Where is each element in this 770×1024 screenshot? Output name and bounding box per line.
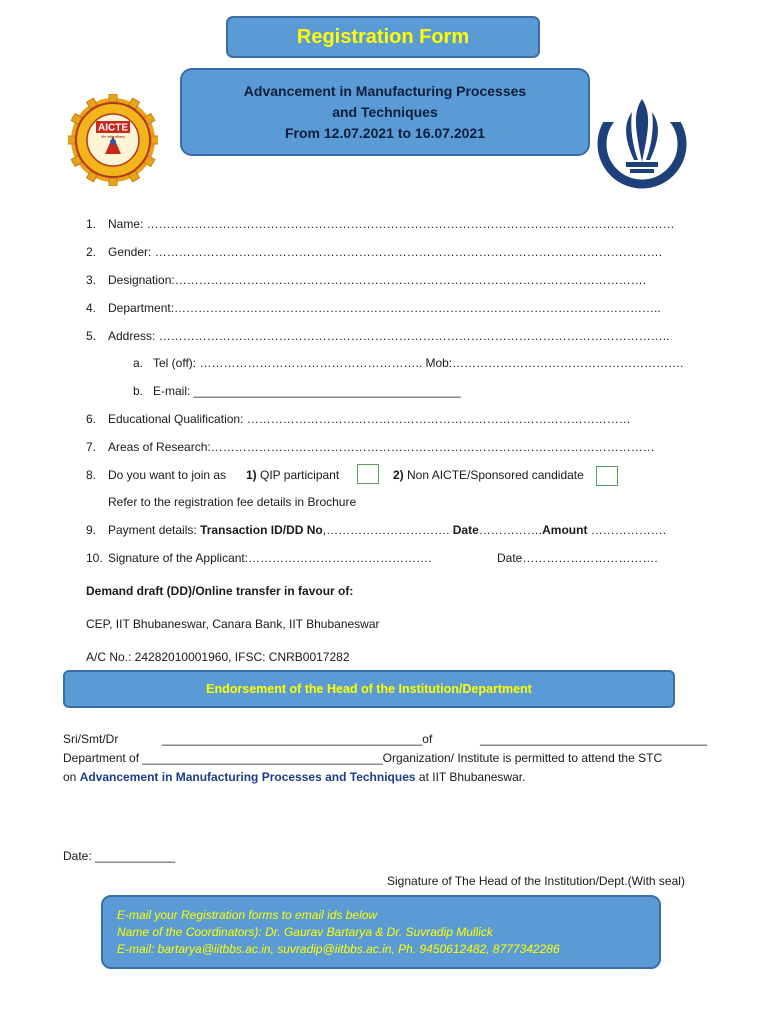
course-name: Advancement in Manufacturing Processes and Techniques [79, 770, 416, 784]
field-tel-label: Tel (off): ……………………………………………….. Mob:…………………………………………………. [153, 356, 684, 370]
course-title-line1: Advancement in Manufacturing Processes [243, 82, 527, 99]
coordinators: Name of the Coordinators): Dr. Gaurav Bartarya & Dr. Suvradip Mullick [117, 925, 493, 939]
field-address[interactable]: 5. Address: ……………………………………………………………………………………………………………….. [86, 329, 670, 343]
join-option-non-aicte-label: 2) Non AICTE/Sponsored candidate [393, 468, 584, 482]
aicte-logo [68, 94, 158, 186]
fee-note: Refer to the registration fee details in Brochure [108, 495, 357, 509]
endorse-course-line: on Advancement in Manufacturing Processes and Techniques at IIT Bhubaneswar. [63, 770, 526, 784]
field-department[interactable]: 4. Department:………………………………………………………………………………………………………….. [86, 301, 661, 315]
field-email[interactable]: b. E-mail: ________________________________________ [133, 384, 461, 398]
join-prefix: Do you want to join as [108, 468, 227, 482]
head-signature-label: Signature of The Head of the Institution/Dept.(With seal) [387, 874, 685, 888]
applicant-date-field[interactable]: Date……………………………. [497, 551, 658, 565]
field-gender-label: Gender: ………………………………………………………………………………………………………………. [108, 245, 663, 259]
field-tel[interactable]: a. Tel (off): ……………………………………………….. Mob:…………………………………………………. [133, 356, 684, 370]
qip-checkbox[interactable] [357, 464, 379, 484]
course-title-line2: and Techniques [332, 103, 438, 120]
field-designation-label: Designation:………………………………………………………………………………………………………. [108, 273, 647, 287]
field-designation[interactable]: 3. Designation:………………………………………………………………………………………………………. [86, 273, 647, 287]
amount-label: Amount [542, 523, 588, 537]
field-name-label: Name: …………………………………………………………………………………………………………………… [108, 217, 675, 231]
endorse-date-field[interactable]: Date: ____________ [63, 849, 176, 863]
endorse-salutation: Sri/Smt/Dr [63, 732, 119, 746]
applicant-signature-label: Signature of the Applicant:………………………………………. [108, 551, 432, 565]
account-details: A/C No.: 24282010001960, IFSC: CNRB0017282 [86, 650, 350, 664]
field-name[interactable]: 1. Name: …………………………………………………………………………………………………………………… [86, 217, 675, 231]
aicte-logo-text: AICTE [98, 122, 128, 134]
field-department-label: Department:………………………………………………………………………………………………………….. [108, 301, 661, 315]
form-title: Registration Form [226, 16, 540, 58]
txn-label: Transaction ID/DD No [200, 523, 323, 537]
field-address-label: Address: ……………………………………………………………………………………………………………….. [108, 329, 670, 343]
payee-details: CEP, IIT Bhubaneswar, Canara Bank, IIT Bhubaneswar [86, 617, 380, 631]
iit-bhubaneswar-logo [596, 92, 688, 192]
course-banner [180, 68, 590, 156]
endorse-department-line[interactable]: Department of ____________________________________Organization/ Institute is permitted to attend the STC [63, 751, 663, 765]
field-qualification[interactable]: 6. Educational Qualification: …………………………………………………………………………………… [86, 412, 631, 426]
field-research-label: Areas of Research:………………………………………………………………………………………………… [108, 440, 655, 454]
join-option-qip-label: 1) QIP participant [246, 468, 340, 482]
endorse-name-field[interactable]: _______________________________________of [162, 732, 433, 746]
field-research[interactable]: 7. Areas of Research:………………………………………………………………………………………………… [86, 440, 655, 454]
endorse-of-field[interactable]: __________________________________ [480, 732, 707, 746]
contact-emails: E-mail: bartarya@iitbbs.ac.in, suvradip@iitbbs.ac.in, Ph. 9450612482, 8777342286 [117, 942, 560, 956]
course-dates: From 12.07.2021 to 16.07.2021 [284, 124, 486, 141]
contact-box [101, 895, 661, 969]
field-applicant-signature[interactable]: 10. Signature of the Applicant:………………………………………. [86, 551, 432, 565]
contact-instruction: E-mail your Registration forms to email ids below [117, 908, 378, 922]
field-email-label: E-mail: ________________________________________ [153, 384, 461, 398]
endorsement-heading: Endorsement of the Head of the Institution/Department [63, 670, 675, 708]
field-payment[interactable]: 9. Payment details: Transaction ID/DD No,…………………………. Date…………….Amount ………………. [86, 523, 667, 537]
field-join-type: 8. Do you want to join as [86, 468, 227, 482]
non-aicte-checkbox[interactable] [596, 466, 618, 486]
dd-heading: Demand draft (DD)/Online transfer in favour of: [86, 584, 354, 598]
field-qualification-label: Educational Qualification: …………………………………………………………………………………… [108, 412, 631, 426]
payment-date-label: Date [452, 523, 479, 537]
aicte-logo-tagline: योग: कर्मसु कौशलम् [101, 135, 125, 139]
field-gender[interactable]: 2. Gender: ………………………………………………………………………………………………………………. [86, 245, 663, 259]
